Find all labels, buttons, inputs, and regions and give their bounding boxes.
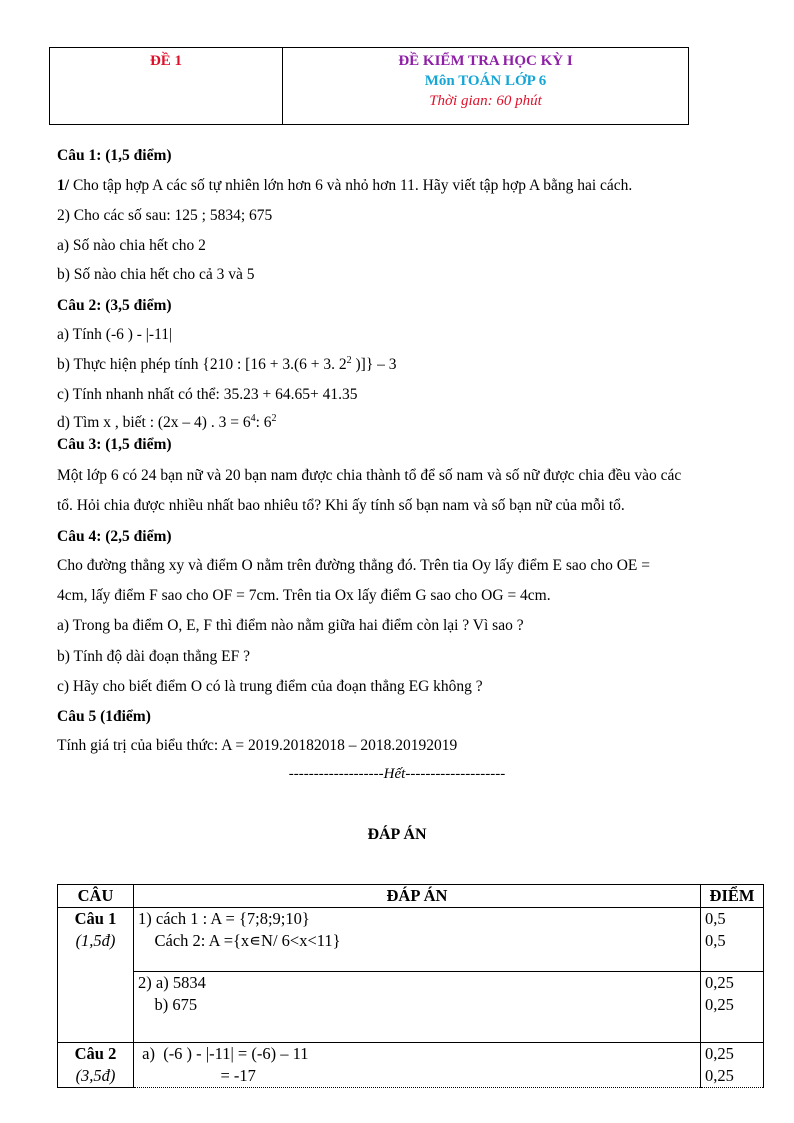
end-separator: -------------------Hết-------------------- — [288, 766, 506, 782]
q1-part1: 1/ Cho tập hợp A các số tự nhiên lớn hơn 6 và nhỏ hơn 11. Hãy viết tập hợp A bằng hai cách. — [57, 177, 633, 194]
q4-heading: Câu 4: (2,5 điểm) — [57, 528, 172, 545]
answer-title: ĐÁP ÁN — [367, 826, 427, 843]
q1-part2: 2) Cho các số sau: 125 ; 5834; 675 — [57, 207, 273, 224]
q4-part-a: a) Trong ba điểm O, E, F thì điểm nào nằm giữa hai điểm còn lại ? Vì sao ? — [57, 617, 524, 634]
q1-answer-1: 1) cách 1 : A = {7;8;9;10} Cách 2: A ={x∊N/ 6<x<11} — [134, 908, 701, 972]
q4-text-line2: 4cm, lấy điểm F sao cho OF = 7cm. Trên tia Ox lấy điểm G sao cho OG = 4cm. — [57, 587, 551, 604]
col-header-question: CÂU — [58, 885, 134, 908]
q2-label-cell: Câu 2 (3,5đ) — [58, 1043, 134, 1088]
q1-part2a: a) Số nào chia hết cho 2 — [57, 237, 206, 254]
table-row — [58, 1043, 764, 1088]
exam-subject: Môn TOÁN LỚP 6 — [424, 73, 547, 89]
q2-heading: Câu 2: (3,5 điểm) — [57, 297, 172, 314]
q1-answer-2: 2) a) 5834 b) 675 — [134, 972, 701, 1043]
q2-part-b: b) Thực hiện phép tính {210 : [16 + 3.(6 + 3. $2^2$ )]} – 3 — [57, 355, 397, 373]
exam-time: Thời gian: 60 phút — [429, 93, 542, 109]
col-header-answer: ĐÁP ÁN — [134, 885, 701, 908]
q5-heading: Câu 5 (1điểm) — [57, 708, 151, 725]
q1-label-cell: Câu 1 (1,5đ) — [58, 908, 134, 1043]
exam-title: ĐỀ KIỂM TRA HỌC KỲ I — [398, 53, 573, 69]
q1-score-2: 0,25 0,25 — [701, 972, 764, 1043]
exam-header — [49, 47, 689, 125]
q3-heading: Câu 3: (1,5 điểm) — [57, 436, 172, 453]
table-row — [58, 908, 764, 972]
col-header-score: ĐIỂM — [701, 885, 764, 908]
q1-heading: Câu 1: (1,5 điểm) — [57, 147, 172, 164]
q3-text-line1: Một lớp 6 có 24 bạn nữ và 20 bạn nam được chia thành tổ để số nam và số nữ được chia đều vào các — [57, 467, 682, 484]
q2-part-c: c) Tính nhanh nhất có thể: 35.23 + 64.65+ 41.35 — [57, 386, 358, 403]
q4-text-line1: Cho đường thẳng xy và điểm O nằm trên đường thẳng đó. Trên tia Oy lấy điểm E sao cho OE = — [57, 557, 650, 574]
exam-code: ĐỀ 1 — [50, 48, 283, 124]
q2-part-a: a) Tính (-6 ) - |-11| — [57, 326, 173, 343]
q1-score-1: 0,5 0,5 — [701, 908, 764, 972]
q4-part-c: c) Hãy cho biết điểm O có là trung điểm của đoạn thẳng EG không ? — [57, 678, 483, 695]
answer-table-header — [58, 885, 764, 908]
q5-text: Tính giá trị của biểu thức: A = 2019.20182018 – 2018.20192019 — [57, 737, 458, 754]
q2-score-1: 0,25 0,25 — [701, 1043, 764, 1088]
exam-title-block — [283, 48, 688, 124]
q2-answer-1: a) (-6 ) - |-11| = (-6) – 11 = -17 — [134, 1043, 701, 1088]
table-row — [58, 972, 764, 1043]
q1-part2b: b) Số nào chia hết cho cả 3 và 5 — [57, 266, 255, 283]
q3-text-line2: tổ. Hỏi chia được nhiều nhất bao nhiêu tổ? Khi ấy tính số bạn nam và số bạn nữ của mỗi tổ. — [57, 497, 625, 514]
q2-part-d: d) Tìm x , biết : (2x – 4) . $3 = 6^4$: $6^2$ — [57, 413, 277, 431]
answer-table — [57, 884, 764, 1088]
q4-part-b: b) Tính độ dài đoạn thẳng EF ? — [57, 648, 251, 665]
